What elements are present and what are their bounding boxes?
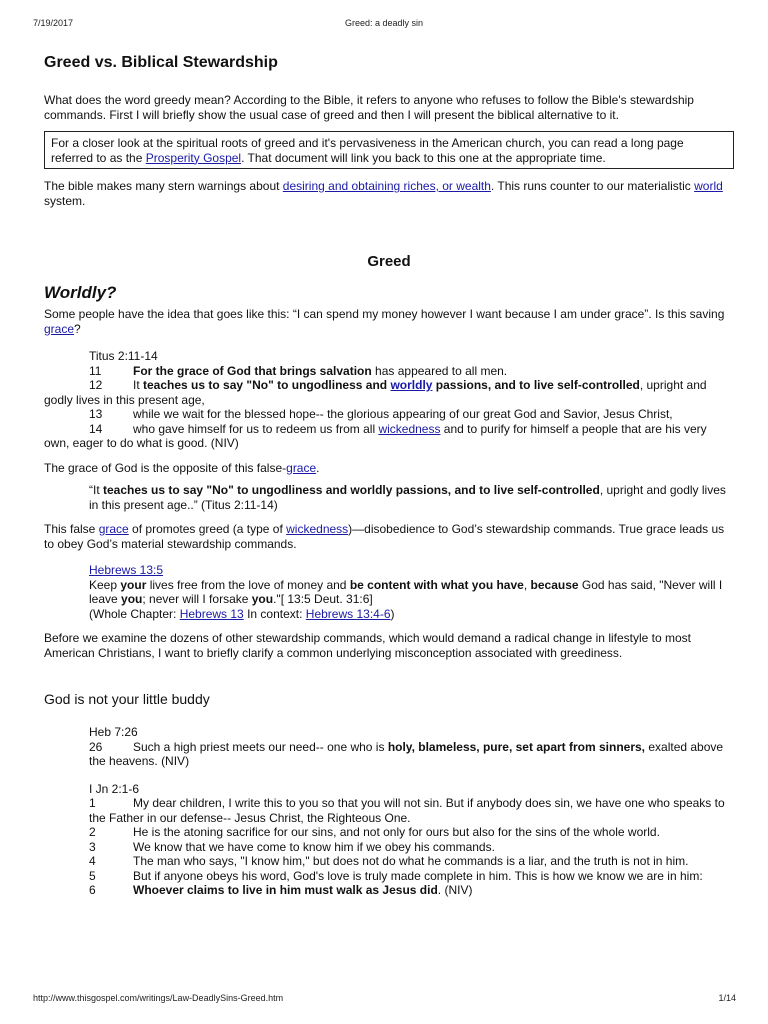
grace-link[interactable]: grace [44, 321, 75, 336]
print-url: http://www.thisgospel.com/writings/Law-DeadlySins-Greed.htm [33, 993, 284, 1003]
titus-passage [44, 349, 734, 451]
prosperity-gospel-link[interactable]: Prosperity Gospel [145, 150, 242, 165]
warnings-paragraph [44, 179, 734, 208]
hebrews-13-4-6-link[interactable]: Hebrews 13:4-6 [305, 606, 391, 621]
verse-14: 14 who gave himself for us to redeem us from all wickedness and to purify for himself a people that are his very own, eager to do what is good. (NIV) [44, 421, 707, 450]
hebrews-context: (Whole Chapter: Hebrews 13 In context: Hebrews 13:4-6) [89, 606, 395, 621]
false-grace-link[interactable]: grace [286, 460, 317, 475]
intro-paragraph: What does the word greedy mean? According to the Bible, it refers to anyone who refuses to follow the Bible's stewardship commands. First I will briefly show the usual case of greed and then I will present the biblical alternative to it. [44, 93, 694, 122]
verse-12: 12 It teaches us to say "No" to ungodliness and worldly passions, and to live self-controlled, upright and godly lives in this present age, [44, 378, 707, 407]
worldly-link[interactable]: worldly [390, 378, 433, 392]
page-title: Greed vs. Biblical Stewardship [44, 54, 278, 71]
hebrews-passage [89, 563, 734, 621]
section-buddy-heading: God is not your little buddy [44, 691, 210, 707]
ijn-passage: I Jn 2:1-6 1 My dear children, I write this to you so that you will not sin. But if anybody does sin, we have one who speaks to the Father in our defense-- Jesus Christ, the Righteous One. 2 He is the atoning sacrifice for our sins, and not only for ours but also for the sins of the whole world. 3 We know that we have come to know him if we obey his commands. 4 The man who says, "I know him," but does not do what he commands is a liar, and the truth is not in him. 5 But if anyone obeys his word, God's love is truly made complete in him. This is how we know we are in him: 6 Whoever claims to live in him must walk as Jesus did. (NIV) [89, 782, 734, 898]
verse-26: 26 Such a high priest meets our need-- one who is holy, blameless, pure, set apart from sinners, exalted above the heavens. (NIV) [89, 739, 724, 768]
grace-intro-text-1: Some people have the idea that goes like this: “I can spend my money however I want because I am under grace”. Is this saving [44, 307, 725, 321]
ijn-verse-5: 5 But if anyone obeys his word, God's love is truly made complete in him. This is how we know we are in him: [89, 868, 703, 883]
ijn-verse-1: 1 My dear children, I write this to you so that you will not sin. But if anybody does sin, we have one who speaks to the Father in our defense-- Jesus Christ, the Righteous One. [89, 796, 725, 825]
prosperity-note-box [44, 131, 734, 169]
titus-quote: “It teaches us to say "No" to ungodliness and worldly passions, and to live self-controlled, upright and godly lives in this present age..” (Titus 2:11-14) [89, 483, 726, 512]
print-date: 7/19/2017 [33, 18, 74, 28]
heb7-passage: Heb 7:26 26 Such a high priest meets our need-- one who is holy, blameless, pure, set apart from sinners, exalted above the heavens. (NIV) [89, 725, 734, 769]
hebrews-13-link[interactable]: Hebrews 13 [179, 606, 244, 621]
titus-reference: Titus 2:11-14 [89, 349, 158, 363]
opposite-paragraph: The grace of God is the opposite of this false-grace. [44, 460, 320, 475]
warn-text-3: system. [44, 193, 86, 208]
world-link[interactable]: world [694, 179, 723, 193]
box-text-2: . That document will link you back to this one at the appropriate time. [241, 150, 606, 165]
before-paragraph: Before we examine the dozens of other stewardship commands, which would demand a radical change in lifestyle to most American Christians, I want to briefly clarify a common underlying misconception associated with greediness. [44, 631, 692, 660]
ijn-verse-4: 4 The man who says, "I know him," but does not do what he commands is a liar, and the truth is not in him. [89, 854, 689, 868]
verse-11: 11 For the grace of God that brings salvation has appeared to all men. [89, 363, 508, 378]
section-greed-heading: Greed [367, 253, 411, 270]
ijn-verse-3: 3 We know that we have come to know him if we obey his commands. [89, 839, 495, 854]
warn-text-1: The bible makes many stern warnings about [44, 179, 283, 193]
box-text-1: For a closer look at the spiritual roots of greed and it's pervasiveness in the American church, you can read a long page referred to as the [51, 136, 684, 165]
section-worldly-heading: Worldly? [44, 283, 117, 302]
ijn-verse-6: 6 Whoever claims to live in him must walk as Jesus did. (NIV) [89, 883, 473, 897]
grace-link-2[interactable]: grace [98, 522, 129, 536]
wickedness-link-2[interactable]: wickedness [286, 522, 349, 536]
warn-text-2: . This runs counter to our materialistic [490, 179, 695, 193]
verse-13: 13 while we wait for the blessed hope-- the glorious appearing of our great God and Savior, Jesus Christ, [89, 407, 673, 421]
hebrews-13-5-link[interactable]: Hebrews 13:5 [89, 563, 164, 577]
ijn-verse-2: 2 He is the atoning sacrifice for our sins, and not only for ours but also for the sins of the whole world. [89, 825, 660, 839]
grace-intro-paragraph [44, 307, 734, 336]
riches-link[interactable]: desiring and obtaining riches, or wealth [282, 179, 491, 193]
print-page-number: 1/14 [718, 993, 736, 1003]
document-body [44, 53, 734, 898]
hebrews-verse: Keep your lives free from the love of money and be content with what you have, because God has said, "Never will I leave you; never will I forsake you."[ 13:5 Deut. 31:6] [89, 577, 723, 606]
print-title: Greed: a deadly sin [344, 18, 424, 28]
false-grace-paragraph: This false grace of promotes greed (a type of wickedness)—disobedience to God’s stewardship commands. True grace leads us to obey God’s material stewardship commands. [44, 522, 725, 551]
wickedness-link[interactable]: wickedness [378, 421, 441, 436]
grace-intro-text-2: ? [74, 321, 81, 336]
